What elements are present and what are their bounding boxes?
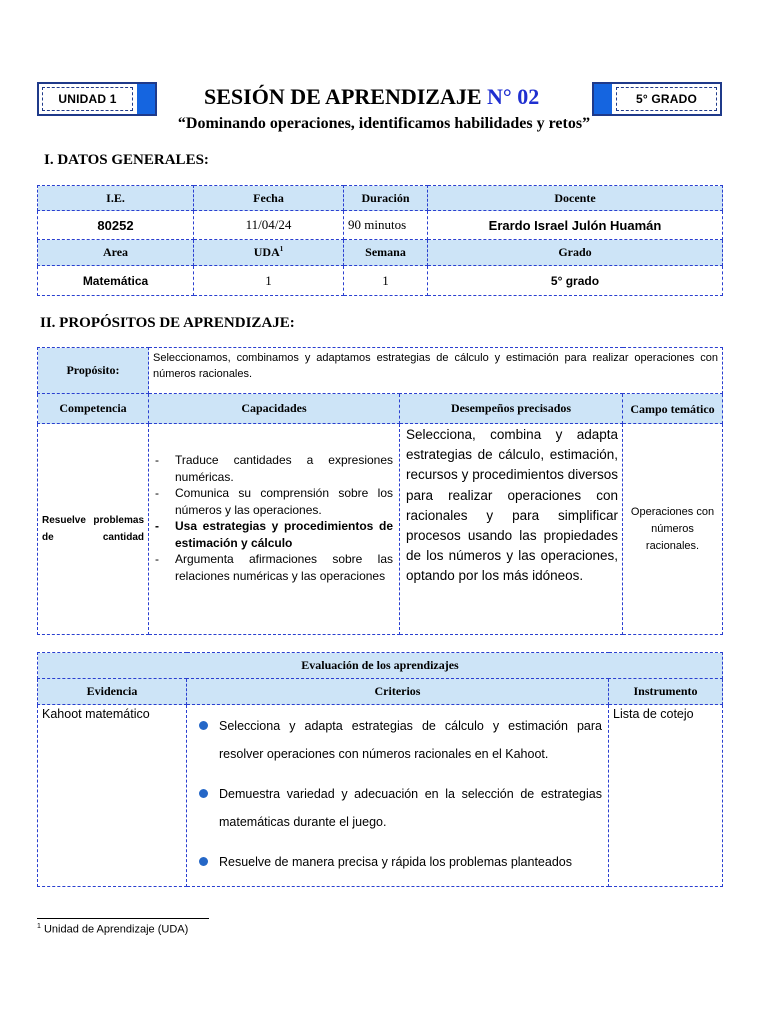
header-uda	[194, 240, 344, 266]
campo-value: Operaciones con números racionales.	[623, 424, 723, 635]
criterio-item	[191, 712, 602, 768]
criterio-text: Selecciona y adapta estrategias de cálculo y estimación para resolver operaciones con números racionales en el Kahoot.	[219, 719, 602, 761]
bullet-dot-icon	[199, 789, 208, 798]
value-grado: 5° grado	[428, 266, 723, 296]
general-data-table	[37, 185, 723, 296]
criterio-item	[191, 780, 602, 836]
purpose-text: Seleccionamos, combinamos y adaptamos estrategias de cálculo y estimación para realizar operaciones con números racionales.	[149, 348, 723, 394]
criterios-cell	[187, 705, 609, 887]
value-uda: 1	[194, 266, 344, 296]
header-capacidades: Capacidades	[149, 394, 400, 424]
criterio-text: Demuestra variedad y adecuación en la selección de estrategias matemáticas durante el juego.	[219, 787, 602, 829]
header-instrumento: Instrumento	[609, 679, 723, 705]
capacidad-item: - Traduce cantidades a expresiones numéricas.	[153, 452, 393, 485]
header-criterios: Criterios	[187, 679, 609, 705]
competencia-value: Resuelve problemas de cantidad	[38, 424, 149, 635]
bullet-dot-icon	[199, 857, 208, 866]
header-ie: I.E.	[38, 186, 194, 211]
value-ie: 80252	[38, 211, 194, 240]
title-number: N° 02	[487, 84, 540, 109]
unit-badge	[37, 82, 157, 116]
header-duracion: Duración	[344, 186, 428, 211]
header-uda-label: UDA	[253, 245, 280, 259]
capacidad-item: - Comunica su comprensión sobre los números y las operaciones.	[153, 485, 393, 518]
capacidades-cell	[149, 424, 400, 635]
value-area: Matemática	[38, 266, 194, 296]
capacidad-item: - Argumenta afirmaciones sobre las relaciones numéricas y las operaciones	[153, 551, 393, 584]
unit-label: UNIDAD 1	[42, 87, 133, 111]
header-competencia: Competencia	[38, 394, 149, 424]
grade-badge	[592, 82, 722, 116]
header-campo: Campo temático	[623, 394, 723, 424]
evidencia-value: Kahoot matemático	[38, 705, 187, 887]
unit-badge-band	[137, 84, 155, 114]
value-semana: 1	[344, 266, 428, 296]
section2-heading: II. PROPÓSITOS DE APRENDIZAJE:	[40, 315, 295, 331]
header-docente: Docente	[428, 186, 723, 211]
criterio-text: Resuelve de manera precisa y rápida los problemas planteados	[219, 855, 572, 869]
desempeno-value: Selecciona, combina y adapta estrategias de cálculo, estimación, recursos y procedimientos diversos para realizar operaciones con racionales y para simplificar procesos usando las propiedades de los números y las operaciones, optando por los más idóneos.	[400, 424, 623, 635]
footnote-separator	[37, 918, 209, 919]
header-grado: Grado	[428, 240, 723, 266]
capacidad-item: - Usa estrategias y procedimientos de estimación y cálculo	[153, 518, 393, 551]
grade-badge-band	[594, 84, 612, 114]
capacidades-list	[153, 452, 393, 584]
grade-label: 5° GRADO	[616, 87, 717, 111]
header-fecha: Fecha	[194, 186, 344, 211]
evaluation-table	[37, 652, 723, 887]
header-evidencia: Evidencia	[38, 679, 187, 705]
purpose-label: Propósito:	[38, 348, 149, 394]
value-duracion: 90 minutos	[344, 211, 428, 240]
subtitle: “Dominando operaciones, identificamos habilidades y retos”	[177, 115, 591, 132]
bullet-dot-icon	[199, 721, 208, 730]
header-uda-sup: 1	[279, 245, 284, 253]
section1-heading: I. DATOS GENERALES:	[44, 152, 209, 168]
page-title	[204, 84, 539, 110]
footnote	[37, 923, 188, 936]
value-fecha: 11/04/24	[194, 211, 344, 240]
value-docente: Erardo Israel Julón Huamán	[428, 211, 723, 240]
header-desempenos: Desempeños precisados	[400, 394, 623, 424]
header-area: Area	[38, 240, 194, 266]
criterio-item	[191, 848, 602, 876]
title-main: SESIÓN DE APRENDIZAJE	[204, 84, 482, 109]
footnote-text: Unidad de Aprendizaje (UDA)	[40, 923, 189, 936]
evaluation-title: Evaluación de los aprendizajes	[38, 653, 723, 679]
instrumento-value: Lista de cotejo	[609, 705, 723, 887]
footnote-number: 1	[37, 923, 41, 930]
purposes-table	[37, 347, 723, 635]
header-semana: Semana	[344, 240, 428, 266]
